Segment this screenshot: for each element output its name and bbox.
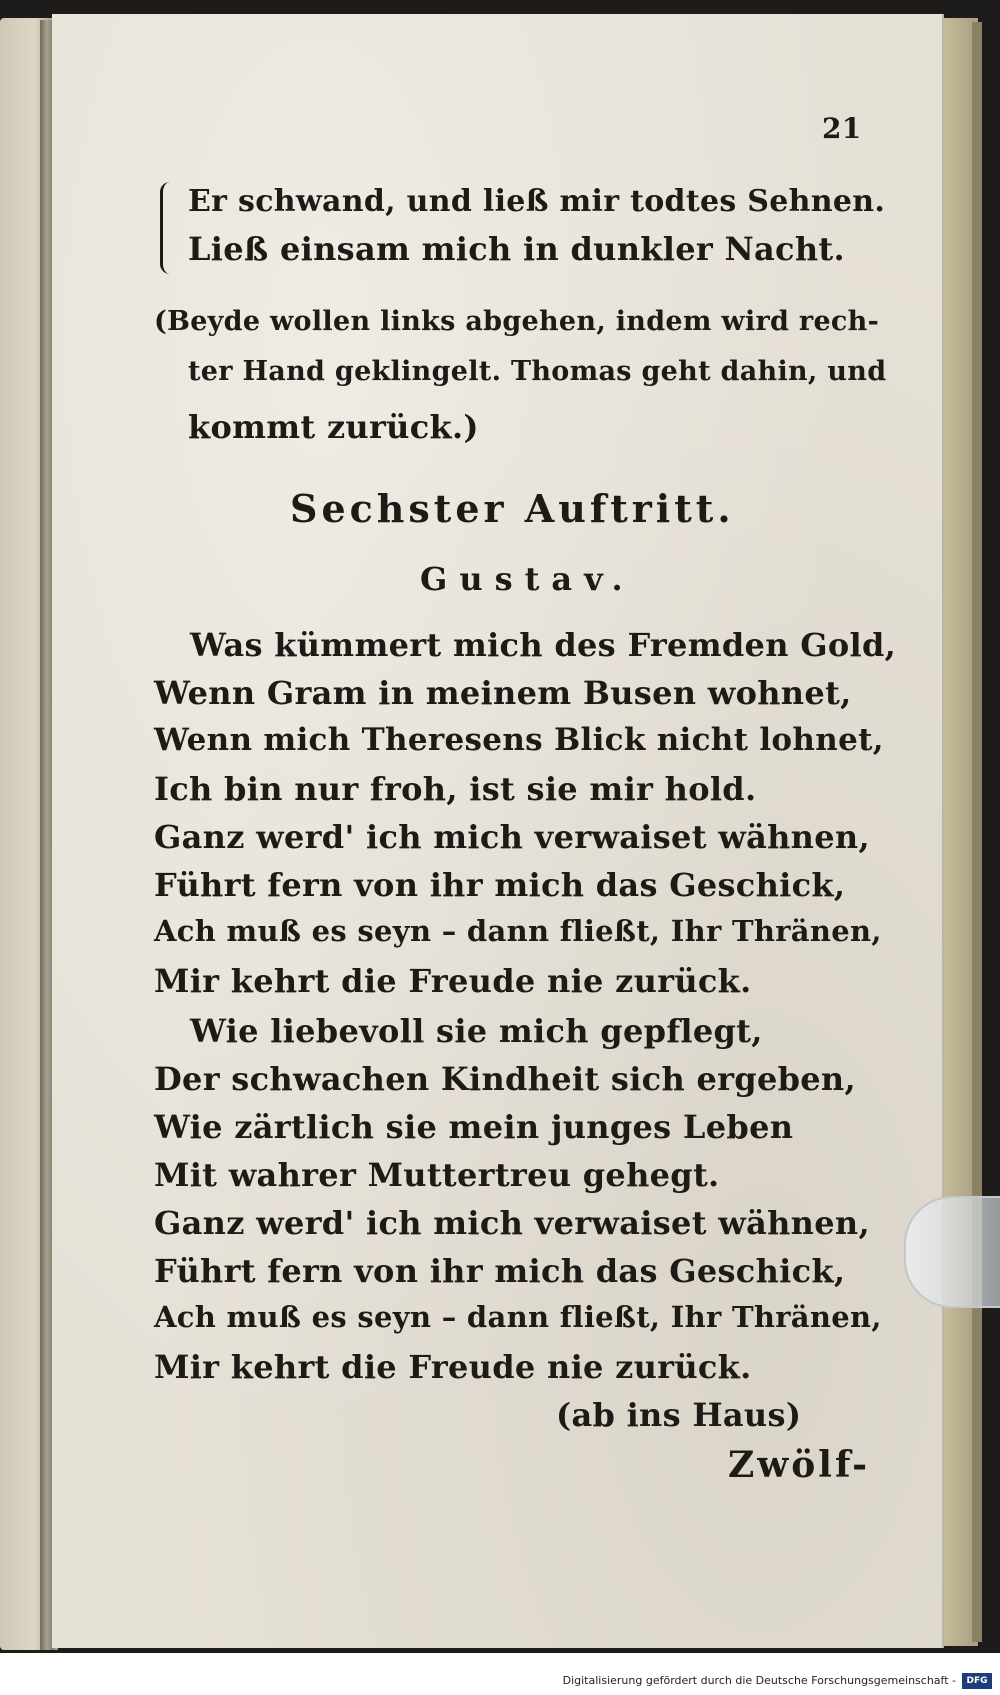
stage-direction-line-1: (Beyde wollen links abgehen, indem wird rech- xyxy=(154,306,880,337)
scene-heading: Sechster Auftritt. xyxy=(290,486,735,531)
verse1-line-8: Mir kehrt die Freude nie zurück. xyxy=(154,962,752,1000)
speaker-name: Gustav. xyxy=(420,560,635,598)
verse1-line-6: Führt fern von ihr mich das Geschick, xyxy=(154,866,846,904)
verse2-line-1: Wie liebevoll sie mich gepflegt, xyxy=(190,1012,763,1050)
catchword: Zwölf- xyxy=(728,1444,871,1486)
verse1-line-5: Ganz werd' ich mich verwaiset wähnen, xyxy=(154,818,870,856)
verse1-line-4: Ich bin nur froh, ist sie mir hold. xyxy=(154,770,757,808)
verse2-line-4: Mit wahrer Muttertreu gehegt. xyxy=(154,1156,720,1194)
dfg-logo-icon: DFG xyxy=(962,1673,992,1689)
verse1-line-1: Was kümmert mich des Fremden Gold, xyxy=(190,626,897,664)
stage-direction-line-2: ter Hand geklingelt. Thomas geht dahin, und xyxy=(188,356,887,387)
page-number: 21 xyxy=(822,112,862,145)
page-clip xyxy=(904,1196,1000,1308)
text-line-top-2: Ließ einsam mich in dunkler Nacht. xyxy=(188,230,845,268)
verse2-line-2: Der schwachen Kindheit sich ergeben, xyxy=(154,1060,856,1098)
footer-bar xyxy=(0,1653,1000,1695)
funding-credit: Digitalisierung gefördert durch die Deutsche Forschungsgemeinschaft - xyxy=(562,1674,956,1687)
stage-direction-line-3: kommt zurück.) xyxy=(188,408,479,446)
verse2-line-3: Wie zärtlich sie mein junges Leben xyxy=(154,1108,794,1146)
verse1-line-7: Ach muß es seyn – dann fließt, Ihr Thränen, xyxy=(154,914,882,948)
verse2-line-7: Ach muß es seyn – dann fließt, Ihr Thränen, xyxy=(154,1300,882,1334)
verse1-line-3: Wenn mich Theresens Blick nicht lohnet, xyxy=(154,722,884,758)
cover-edge xyxy=(972,22,982,1642)
exit-direction: (ab ins Haus) xyxy=(556,1396,802,1434)
verse-bracket xyxy=(160,182,175,274)
verse1-line-2: Wenn Gram in meinem Busen wohnet, xyxy=(154,674,852,712)
text-line-top-1: Er schwand, und ließ mir todtes Sehnen. xyxy=(188,184,886,219)
verse2-line-6: Führt fern von ihr mich das Geschick, xyxy=(154,1252,846,1290)
verse2-line-5: Ganz werd' ich mich verwaiset wähnen, xyxy=(154,1204,870,1242)
verse2-line-8: Mir kehrt die Freude nie zurück. xyxy=(154,1348,752,1386)
